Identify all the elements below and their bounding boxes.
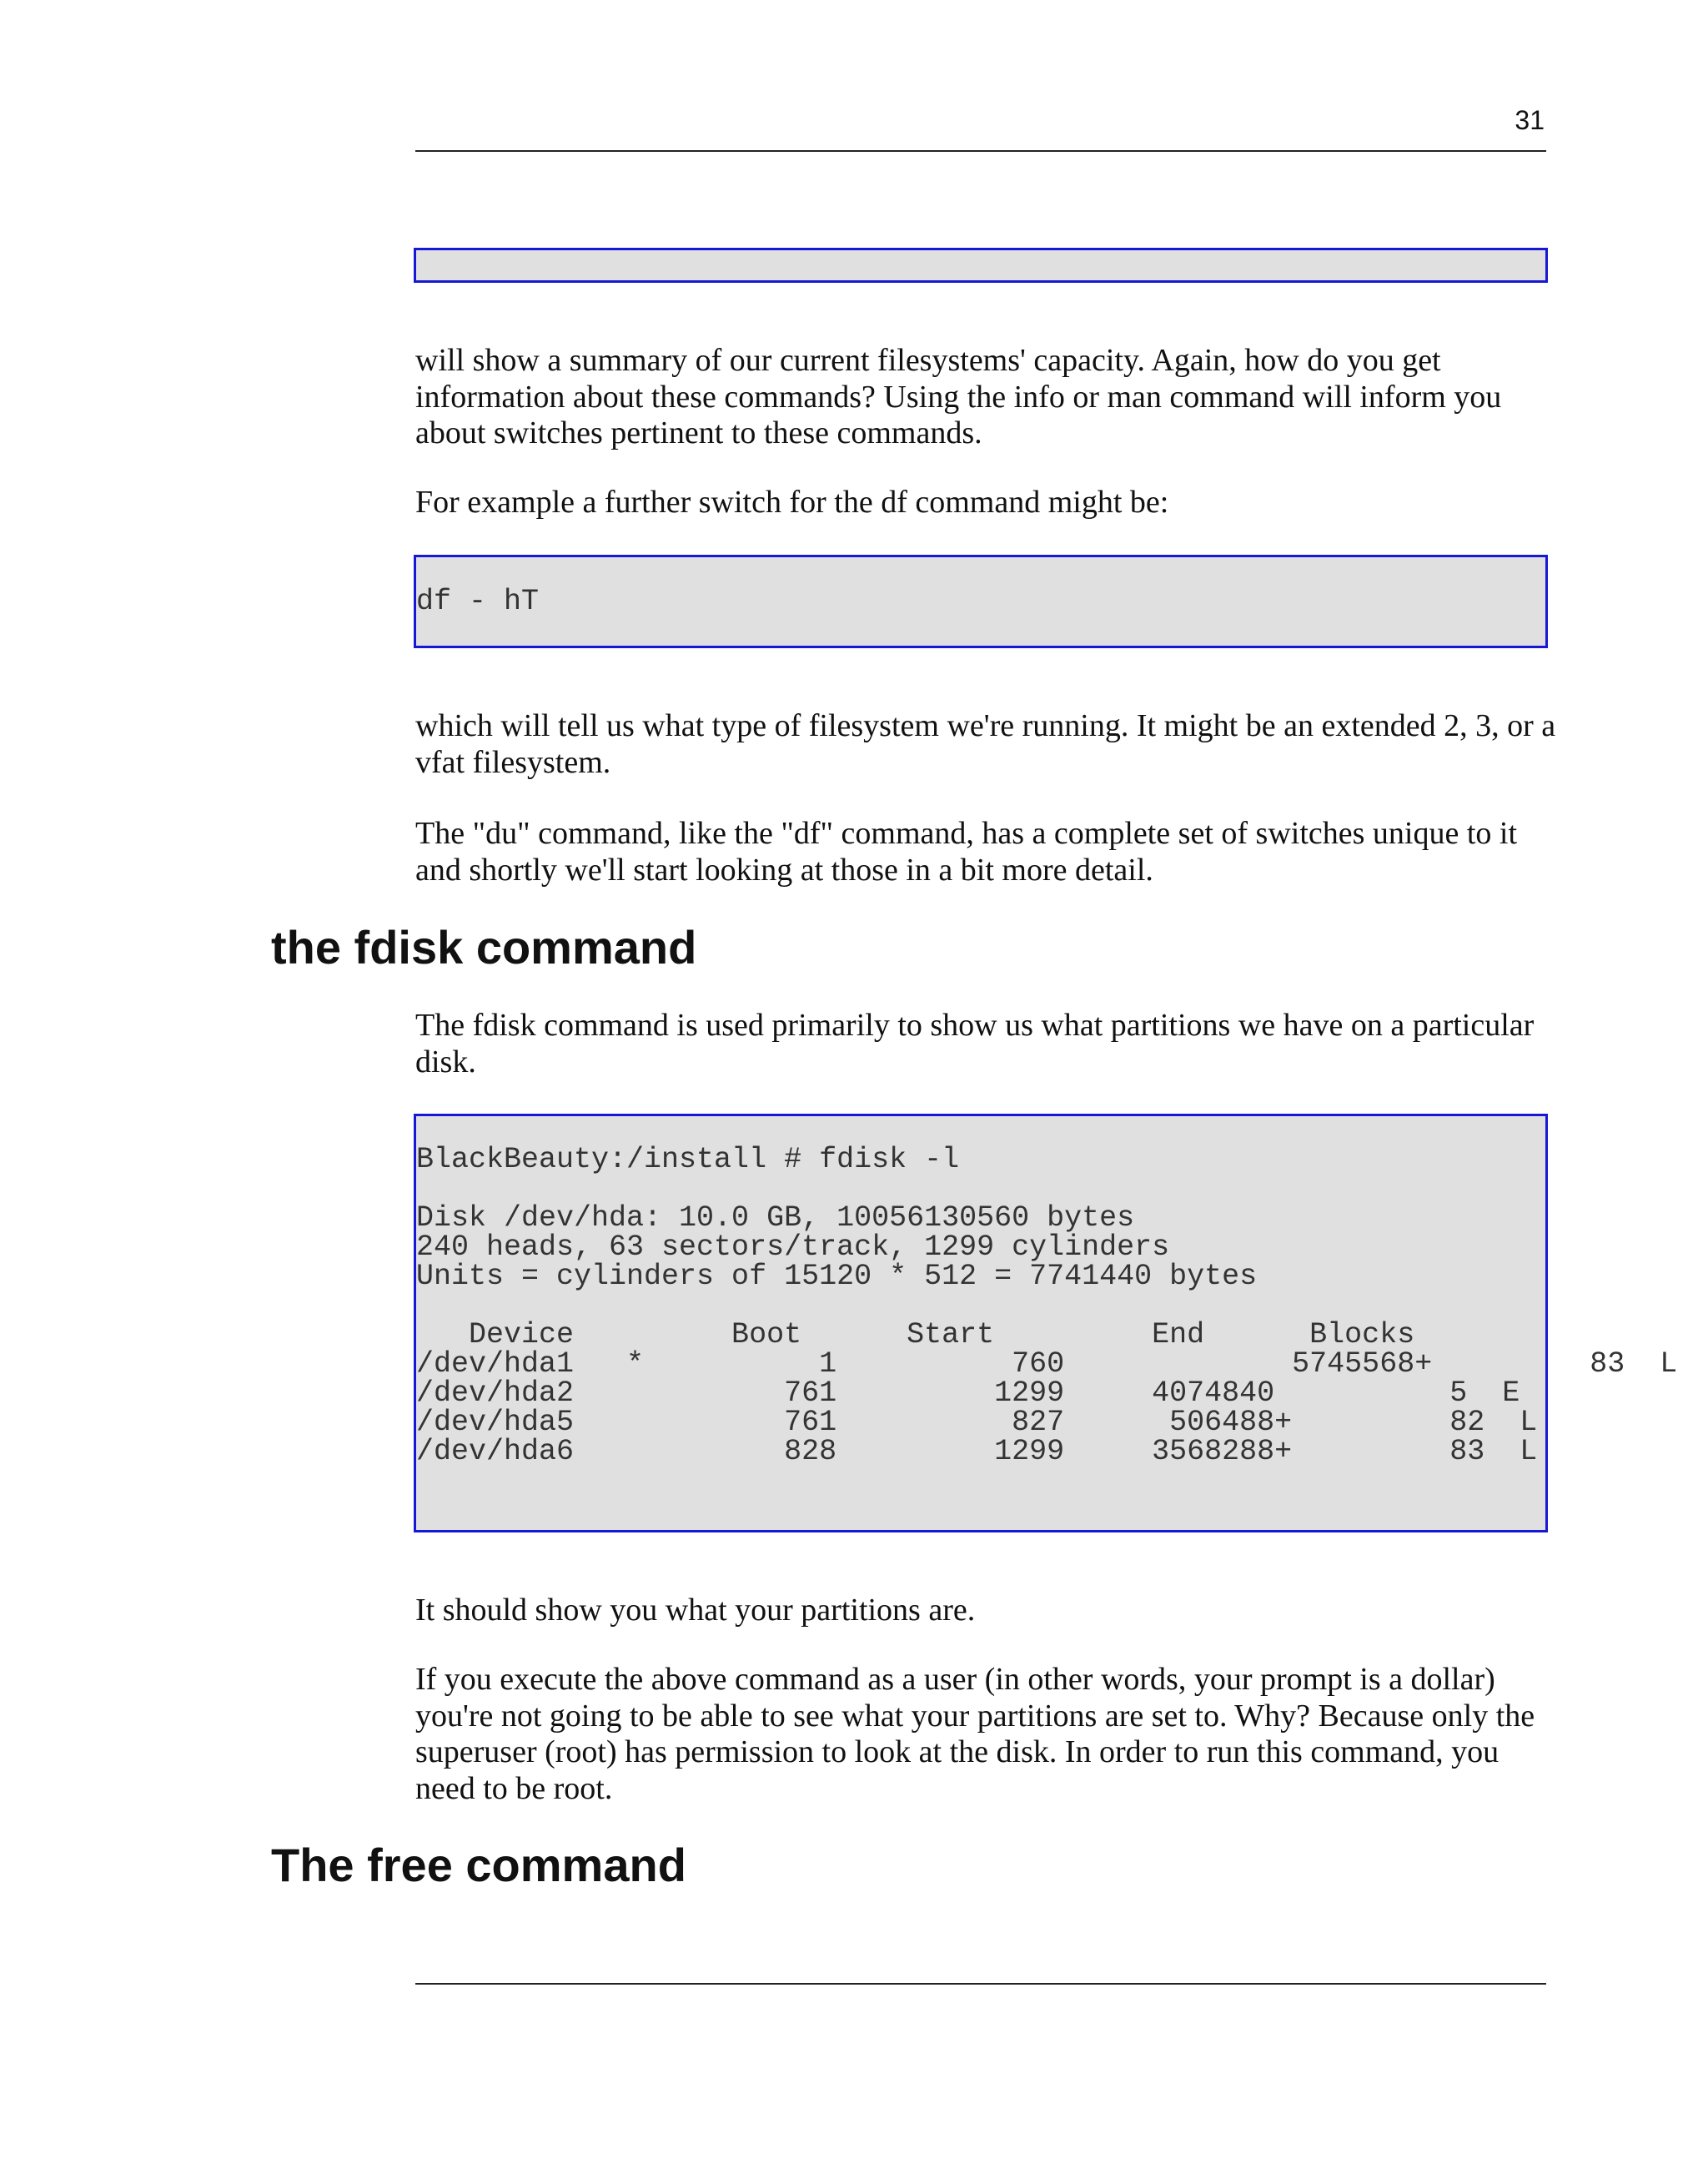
code-line: /dev/hda2 761 1299 4074840 5 E (416, 1376, 1520, 1410)
code-line: Disk /dev/hda: 10.0 GB, 10056130560 bytes (416, 1201, 1135, 1235)
code-line (416, 1175, 1545, 1204)
paragraph-partitions-result: It should show you what your partitions are. (415, 1593, 976, 1628)
paragraph-root-permission: If you execute the above command as a user (in other words, your prompt is a dollar) you're not going to be able to see what your partitions are set to. Why? Because only the superuser (root) has permission to look at the disk. In order to run this command, you need to be root. (415, 1662, 1535, 1806)
code-line: /dev/hda6 828 1299 3568288+ 83 L (416, 1435, 1538, 1468)
header-rule (415, 150, 1546, 152)
code-block-empty (414, 248, 1548, 283)
code-line (416, 1291, 1545, 1321)
paragraph-du-command: The "du" command, like the "df" command, has a complete set of switches unique to it and shortly we'll start looking at those in a bit more detail. (415, 816, 1518, 888)
paragraph-fdisk-intro: The fdisk command is used primarily to show us what partitions we have on a particular disk. (415, 1008, 1535, 1079)
code-df-text (416, 587, 1545, 616)
code-line: 240 heads, 63 sectors/track, 1299 cylinders (416, 1230, 1170, 1264)
paragraph-df-example-intro: For example a further switch for the df command might be: (415, 485, 1169, 520)
code-line: Device Boot Start End Blocks (416, 1318, 1415, 1351)
code-block-fdisk (414, 1114, 1678, 1532)
code-block-df (414, 555, 1548, 648)
heading-free-command: The free command (271, 1839, 686, 1891)
paragraph-filesystem-summary: will show a summary of our current filesystems' capacity. Again, how do you get information about these commands? Using the info or man command will inform you about switches pertinent to these commands. (415, 343, 1502, 450)
code-line: /dev/hda1 * 1 760 5745568+ 83 L (416, 1347, 1678, 1381)
footer-rule (415, 1983, 1546, 1985)
code-line: df - hT (416, 585, 540, 618)
code-line: Units = cylinders of 15120 * 512 = 7741440 bytes (416, 1260, 1258, 1293)
code-line: BlackBeauty:/install # fdisk -l (416, 1143, 960, 1176)
code-line: /dev/hda5 761 827 506488+ 82 L (416, 1406, 1538, 1439)
heading-fdisk-command: the fdisk command (271, 921, 697, 974)
paragraph-filesystem-type: which will tell us what type of filesystem we're running. It might be an extended 2, 3, or a vfat filesystem. (415, 708, 1556, 780)
page-number: 31 (1515, 105, 1545, 135)
code-fdisk-output (416, 1143, 1678, 1468)
